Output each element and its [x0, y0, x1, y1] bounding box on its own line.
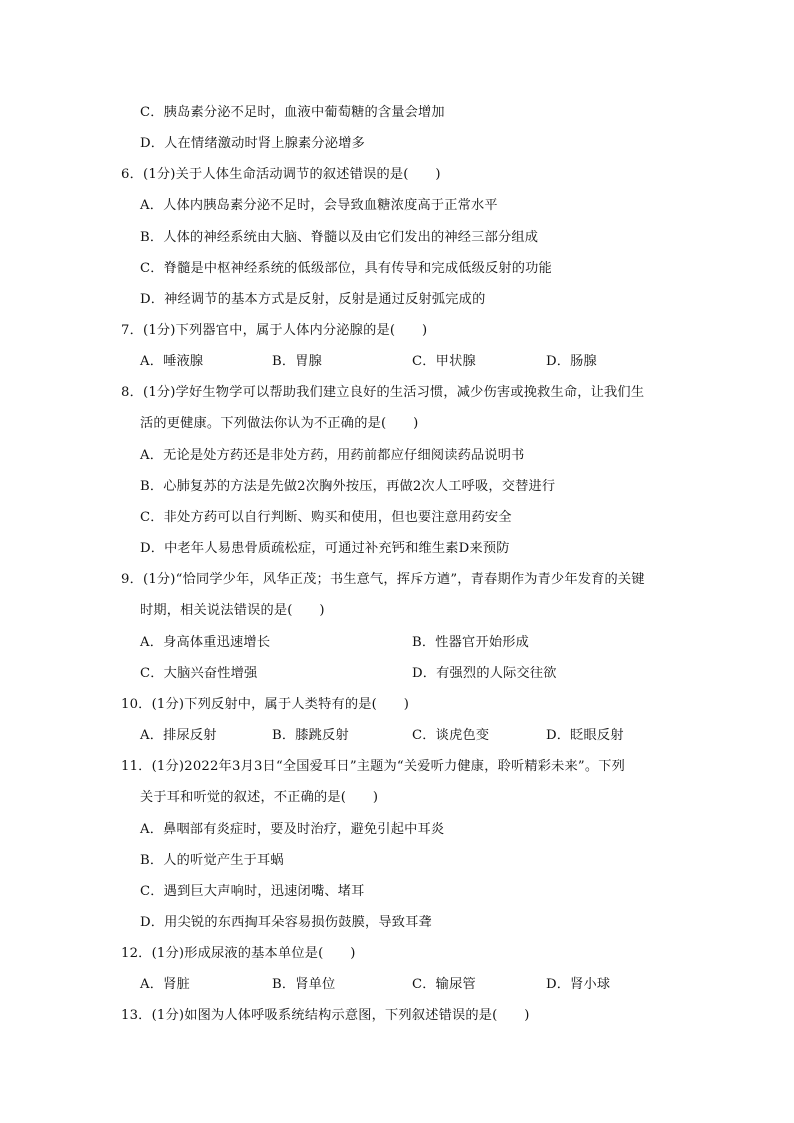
- option-q7-b: B．胃腺: [272, 354, 323, 369]
- question-8: 8．(1分)学好生物学可以帮助我们建立良好的生活习惯，减少伤害或挽救生命，让我们生: [121, 385, 645, 400]
- option-q6-d: D．神经调节的基本方式是反射，反射是通过反射弧完成的: [140, 292, 486, 307]
- option-q12-b: B．肾单位: [272, 977, 336, 992]
- option-q5-c: C．胰岛素分泌不足时，血液中葡萄糖的含量会增加: [140, 105, 445, 120]
- option-q12-c: C．输尿管: [412, 977, 476, 992]
- question-12: 12．(1分)形成尿液的基本单位是( ): [121, 946, 356, 961]
- question-8-continued: 活的更健康。下列做法你认为不正确的是( ): [140, 416, 419, 431]
- option-q7-a: A．唾液腺: [140, 354, 204, 369]
- question-11: 11．(1分)2022年3月3日“全国爱耳日”主题为“关爱听力健康，聆听精彩未来”。下列: [121, 759, 626, 774]
- option-q11-c: C．遇到巨大声响时，迅速闭嘴、堵耳: [140, 884, 365, 899]
- option-q6-b: B．人体的神经系统由大脑、脊髓以及由它们发出的神经三部分组成: [140, 230, 539, 245]
- question-7: 7．(1分)下列器官中，属于人体内分泌腺的是( ): [121, 323, 428, 338]
- option-q12-a: A．肾脏: [140, 977, 190, 992]
- question-9-continued: 时期，相关说法错误的是( ): [140, 603, 325, 618]
- option-q6-a: A．人体内胰岛素分泌不足时，会导致血糖浓度高于正常水平: [140, 198, 498, 213]
- option-q10-c: C．谈虎色变: [412, 728, 490, 743]
- option-q8-a: A．无论是处方药还是非处方药，用药前都应仔细阅读药品说明书: [140, 448, 525, 463]
- option-q10-b: B．膝跳反射: [272, 728, 349, 743]
- question-6: 6．(1分)关于人体生命活动调节的叙述错误的是( ): [121, 167, 441, 182]
- option-q10-d: D．眨眼反射: [546, 728, 624, 743]
- question-11-continued: 关于耳和听觉的叙述，不正确的是( ): [140, 790, 379, 805]
- option-q8-b: B．心肺复苏的方法是先做2次胸外按压，再做2次人工呼吸，交替进行: [140, 479, 556, 494]
- option-q9-b: B．性器官开始形成: [412, 635, 529, 650]
- option-q7-d: D．肠腺: [546, 354, 597, 369]
- option-q9-c: C．大脑兴奋性增强: [140, 666, 258, 681]
- option-q6-c: C．脊髓是中枢神经系统的低级部位，具有传导和完成低级反射的功能: [140, 261, 552, 276]
- option-q7-c: C．甲状腺: [412, 354, 476, 369]
- option-q11-d: D．用尖锐的东西掏耳朵容易损伤鼓膜，导致耳聋: [140, 915, 432, 930]
- option-q5-d: D．人在情绪激动时肾上腺素分泌增多: [140, 136, 365, 151]
- question-10: 10．(1分)下列反射中，属于人类特有的是( ): [121, 697, 410, 712]
- option-q11-a: A．鼻咽部有炎症时，要及时治疗，避免引起中耳炎: [140, 822, 445, 837]
- option-q12-d: D．肾小球: [546, 977, 611, 992]
- option-q8-c: C．非处方药可以自行判断、购买和使用，但也要注意用药安全: [140, 510, 512, 525]
- question-9: 9．(1分)“恰同学少年，风华正茂；书生意气，挥斥方遒”，青春期作为青少年发育的关键: [121, 572, 645, 587]
- question-13: 13．(1分)如图为人体呼吸系统结构示意图，下列叙述错误的是( ): [121, 1008, 530, 1023]
- option-q8-d: D．中老年人易患骨质疏松症，可通过补充钙和维生素D来预防: [140, 541, 510, 556]
- option-q9-a: A．身高体重迅速增长: [140, 635, 271, 650]
- option-q9-d: D．有强烈的人际交往欲: [412, 666, 557, 681]
- option-q10-a: A．排尿反射: [140, 728, 217, 743]
- option-q11-b: B．人的听觉产生于耳蜗: [140, 853, 284, 868]
